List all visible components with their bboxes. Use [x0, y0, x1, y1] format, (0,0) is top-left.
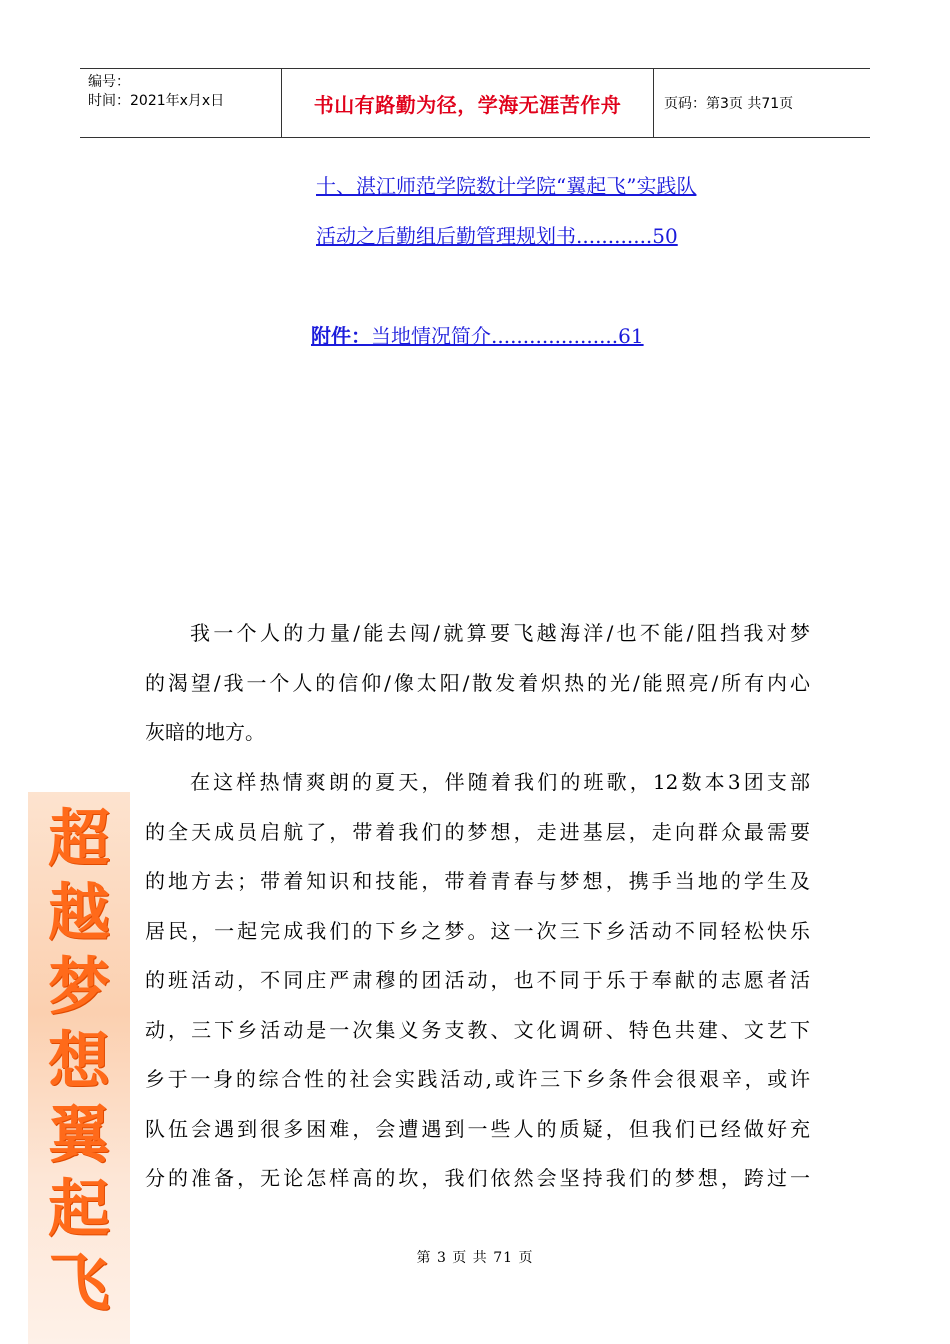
paragraph-line: 乡于一身的综合性的社会实践活动,或许三下乡条件会很艰辛，或许 [145, 1067, 810, 1091]
appendix-title: 当地情况简介....................61 [371, 324, 644, 348]
paragraph-line: 我一个人的力量/能去闯/就算要飞越海洋/也不能/阻挡我对梦 [190, 621, 810, 645]
paragraph-line: 的班活动，不同庄严肃穆的团活动，也不同于乐于奉献的志愿者活 [145, 968, 810, 992]
paragraph-line: 分的准备，无论怎样高的坎，我们依然会坚持我们的梦想，跨过一 [145, 1166, 810, 1190]
paragraph-line: 居民，一起完成我们的下乡之梦。这一次三下乡活动不同轻松快乐 [145, 918, 810, 943]
banner-char: 翼 [47, 1098, 110, 1171]
header-meta [80, 69, 281, 137]
paragraph-line: 的全天成员启航了，带着我们的梦想，走进基层，走向群众最需要 [145, 819, 810, 844]
page-footer: 第 3 页 共 71 页 [416, 1250, 534, 1266]
banner-slogan [28, 802, 130, 1320]
paragraph-lyrics [145, 609, 810, 758]
header-page-code-cell [654, 69, 870, 137]
paragraph-line: 灰暗的地方。 [145, 720, 265, 744]
toc-link-item-10-line1[interactable]: 十、湛江师范学院数计学院“翼起飞”实践队 [316, 174, 697, 198]
banner-char: 想 [47, 1024, 110, 1097]
page-code: 页码：第3页 共71页 [664, 96, 794, 112]
paragraph-line: 的地方去；带着知识和技能，带着青春与梦想，携手当地的学生及 [145, 869, 810, 893]
toc-link-item-10-line2[interactable]: 活动之后勤组后勤管理规划书............50 [316, 224, 678, 248]
paragraph-line: 队伍会遇到很多困难，会遭遇到一些人的质疑，但我们已经做好充 [145, 1116, 810, 1141]
time-label: 时间：2021年x月x日 [88, 93, 225, 109]
banner-char: 超 [47, 802, 110, 875]
paragraph-line: 动，三下乡活动是一次集义务支教、文化调研、特色共建、文艺下 [145, 1017, 810, 1042]
toc-link-appendix[interactable] [311, 320, 644, 349]
paragraph-line: 的渴望/我一个人的信仰/像太阳/散发着炽热的光/能照亮/所有内心 [145, 670, 810, 695]
banner-char: 梦 [47, 950, 110, 1023]
banner-char: 飞 [47, 1246, 110, 1319]
number-label: 编号： [88, 74, 130, 90]
banner-char: 越 [47, 876, 110, 949]
paragraph-intro [145, 758, 810, 1204]
header-motto-cell [281, 69, 654, 137]
page-header [80, 68, 870, 138]
appendix-label: 附件： [311, 324, 371, 348]
paragraph-line: 在这样热情爽朗的夏天，伴随着我们的班歌，12数本3团支部 [190, 770, 810, 794]
banner-char: 起 [47, 1172, 110, 1245]
motto-text: 书山有路勤为径，学海无涯苦作舟 [313, 92, 622, 117]
